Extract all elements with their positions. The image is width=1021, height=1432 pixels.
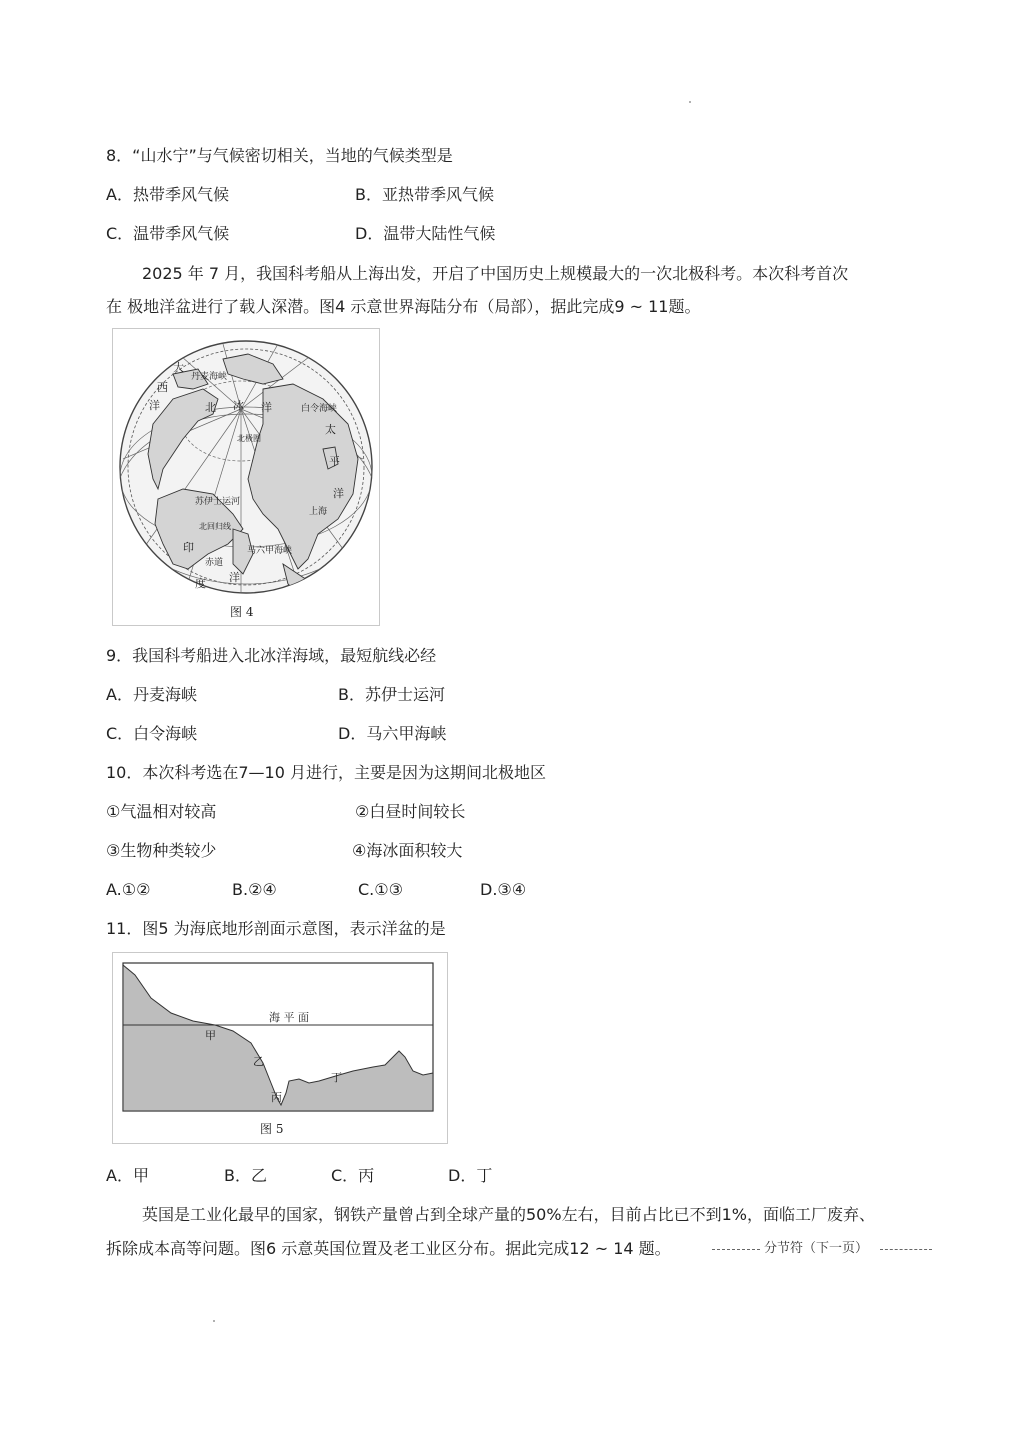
- label-equator: 赤道: [205, 558, 224, 568]
- figure-4-globe: [112, 328, 380, 626]
- label-bering-strait: 白令海峡: [301, 404, 338, 414]
- section-break-rule-left: [712, 1249, 760, 1250]
- passage-uk-line2: 拆除成本高等问题。图6 示意英国位置及老工业区分布。据此完成12 ~ 14 题。: [106, 1239, 671, 1258]
- label-xi: 西: [157, 381, 168, 394]
- label-suez-canal: 苏伊士运河: [195, 497, 241, 507]
- label-shanghai: 上海: [309, 507, 328, 517]
- label-arctic-circle: 北极圈: [237, 434, 261, 443]
- q10-statement-4: ④海冰面积较大: [352, 841, 463, 860]
- q10-statement-1: ①气温相对较高: [106, 802, 217, 821]
- label-danmai-strait: 丹麦海峡: [191, 372, 228, 382]
- figure-4-caption: 图 4: [230, 605, 254, 619]
- speck-dot: [213, 1320, 215, 1322]
- q9-option-a[interactable]: A．丹麦海峡: [106, 685, 197, 704]
- label-ding: 丁: [331, 1071, 342, 1084]
- q10-option-a[interactable]: A.①②: [106, 880, 151, 899]
- seabed-profile-diagram: [113, 953, 447, 1143]
- label-du: 度: [195, 577, 206, 590]
- q11-option-b[interactable]: B．乙: [224, 1166, 267, 1185]
- q10-option-c[interactable]: C.①③: [358, 880, 403, 899]
- q8-option-b[interactable]: B．亚热带季风气候: [355, 185, 494, 204]
- passage-uk-line1: 英国是工业化最早的国家，钢铁产量曾占到全球产量的50%左右，目前占比已不到1%，面临工厂废弃、: [142, 1205, 875, 1224]
- figure-5-seabed-profile: [112, 952, 448, 1144]
- label-yang3: 洋: [333, 487, 344, 500]
- section-break-rule-right: [880, 1249, 932, 1250]
- q8-option-d[interactable]: D．温带大陆性气候: [355, 224, 496, 243]
- label-sea-level: 海 平 面: [269, 1011, 309, 1024]
- q10-option-b[interactable]: B.②④: [232, 880, 277, 899]
- q9-option-b[interactable]: B．苏伊士运河: [338, 685, 445, 704]
- q10-option-d[interactable]: D.③④: [480, 880, 527, 899]
- q8-stem: 8．“山水宁”与气候密切相关，当地的气候类型是: [106, 146, 453, 165]
- q10-stem: 10．本次科考选在7—10 月进行，主要是因为这期间北极地区: [106, 763, 546, 782]
- label-tai: 太: [325, 423, 336, 436]
- label-yang4: 洋: [229, 571, 240, 584]
- q11-option-c[interactable]: C．丙: [331, 1166, 375, 1185]
- q11-option-d[interactable]: D．丁: [448, 1166, 493, 1185]
- passage-arctic-line1: 2025 年 7 月，我国科考船从上海出发，开启了中国历史上规模最大的一次北极科考。本次科考首次: [142, 264, 849, 283]
- label-bei: 北: [205, 401, 216, 414]
- q10-statement-3: ③生物种类较少: [106, 841, 217, 860]
- label-yi: 乙: [253, 1055, 264, 1068]
- label-yin: 印: [183, 541, 194, 554]
- label-bing: 丙: [271, 1091, 282, 1104]
- q11-option-a[interactable]: A．甲: [106, 1166, 149, 1185]
- figure-5-caption: 图 5: [260, 1122, 284, 1136]
- speck-dot: [689, 101, 691, 103]
- label-malacca-strait: 马六甲海峡: [247, 546, 293, 556]
- label-bing: 冰: [233, 399, 244, 412]
- passage-arctic-line2: 在 极地洋盆进行了载人深潜。图4 示意世界海陆分布（局部），据此完成9 ~ 11题。: [106, 297, 701, 316]
- label-yang: 洋: [149, 399, 160, 412]
- globe-map: [113, 329, 379, 625]
- q9-stem: 9．我国科考船进入北冰洋海域，最短航线必经: [106, 646, 437, 665]
- q8-option-c[interactable]: C．温带季风气候: [106, 224, 230, 243]
- q10-statement-2: ②白昼时间较长: [355, 802, 466, 821]
- label-yang2: 洋: [261, 401, 272, 414]
- label-da: 大: [173, 361, 184, 374]
- q9-option-d[interactable]: D．马六甲海峡: [338, 724, 447, 743]
- label-ping: 平: [329, 455, 340, 468]
- section-break-label: 分节符（下一页）: [764, 1241, 869, 1256]
- label-jia: 甲: [205, 1029, 216, 1042]
- q11-stem: 11．图5 为海底地形剖面示意图，表示洋盆的是: [106, 919, 446, 938]
- label-tropic-of-cancer: 北回归线: [199, 522, 231, 531]
- q9-option-c[interactable]: C．白令海峡: [106, 724, 198, 743]
- q8-option-a[interactable]: A．热带季风气候: [106, 185, 229, 204]
